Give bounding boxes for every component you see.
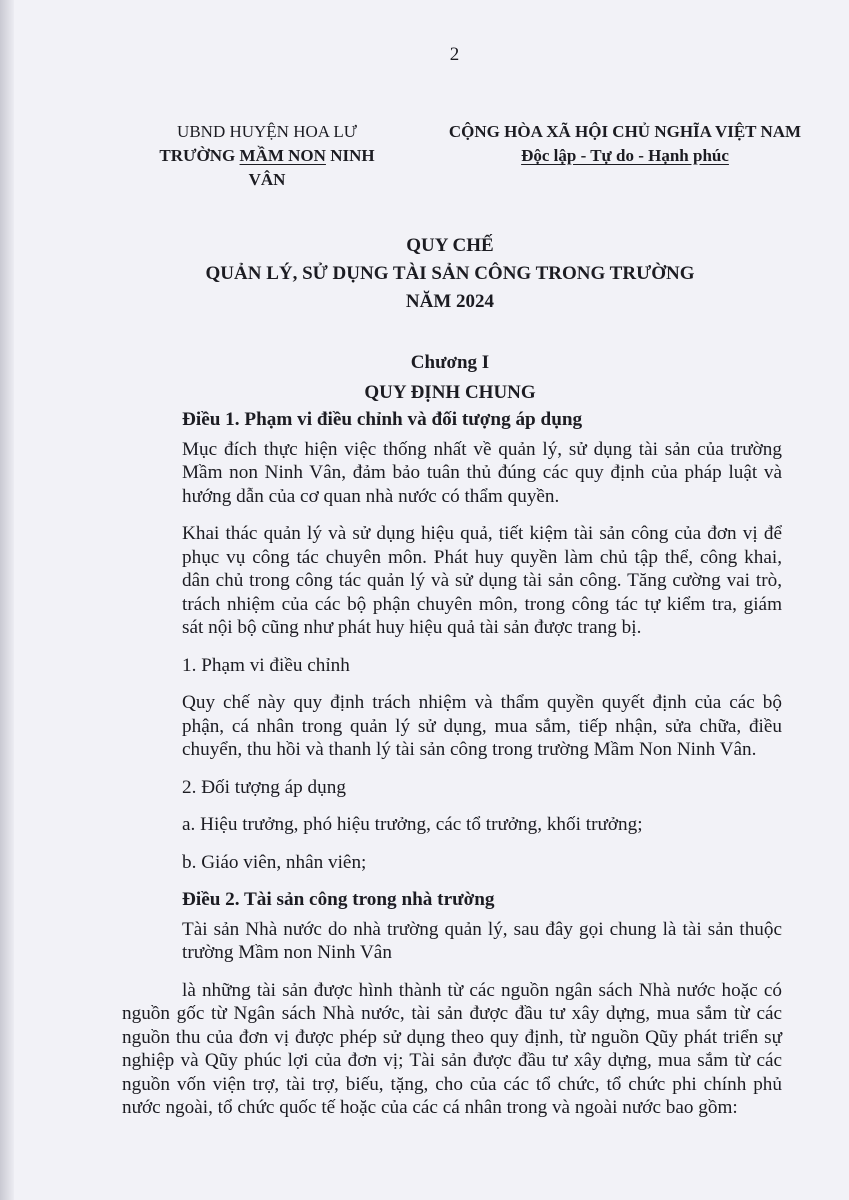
school-name bbox=[142, 144, 392, 192]
document-title bbox=[170, 232, 730, 316]
issuing-authority bbox=[142, 120, 392, 192]
page-edge-shadow bbox=[0, 0, 14, 1200]
article-1-para-2: Khai thác quản lý và sử dụng hiệu quả, tiết kiệm tài sản công của đơn vị để phục vụ công tác chuyên môn. Phát huy quyền làm chủ tập thể, công khai, dân chủ trong công tác quản lý và sử dụng tài sản công. Tăng cường vai trò, trách nhiệm của các bộ phận chuyên môn, trong công tác tự kiểm tra, giám sát nội bộ cũng như phát huy hiệu quả tài sản được trang bị. bbox=[182, 523, 782, 638]
national-motto: Độc lập - Tự do - Hạnh phúc bbox=[521, 146, 729, 165]
school-name-prefix: TRƯỜNG bbox=[159, 146, 240, 165]
country-name: CỘNG HÒA XÃ HỘI CHỦ NGHĨA VIỆT NAM bbox=[448, 122, 802, 141]
article-1-sub-1-title: 1. Phạm vi điều chỉnh bbox=[182, 654, 350, 676]
article-1-sub-2-b: b. Giáo viên, nhân viên; bbox=[182, 851, 367, 873]
title-line-1: QUY CHẾ bbox=[406, 235, 494, 256]
chapter-number: Chương I bbox=[410, 352, 490, 373]
national-heading bbox=[440, 120, 810, 168]
article-1-sub-1-text: Quy chế này quy định trách nhiệm và thẩm quyền quyết định của các bộ phận, cá nhân trong quản lý sử dụng, mua sắm, tiếp nhận, sửa chữa, điều chuyển, thu hồi và thanh lý tài sản công trong trường Mầm Non Ninh Vân. bbox=[182, 692, 782, 760]
chapter-name: QUY ĐỊNH CHUNG bbox=[364, 382, 536, 403]
title-line-2: QUẢN LÝ, SỬ DỤNG TÀI SẢN CÔNG TRONG TRƯỜNG bbox=[205, 263, 695, 284]
document-body bbox=[122, 408, 782, 1134]
article-1-sub-2-a: a. Hiệu trưởng, phó hiệu trưởng, các tổ trưởng, khối trưởng; bbox=[182, 814, 643, 835]
article-1-heading: Điều 1. Phạm vi điều chỉnh và đối tượng áp dụng bbox=[182, 409, 583, 430]
title-line-3: NĂM 2024 bbox=[405, 291, 495, 312]
article-2-para-2: là những tài sản được hình thành từ các nguồn ngân sách Nhà nước hoặc có nguồn gốc từ Ngân sách Nhà nước, tài sản được đầu tư xây dựng, mua sắm từ các nguồn thu của đơn vị được phép sử dụng theo quy định, từ nguồn Qũy phát triển sự nghiệp và Qũy phúc lợi của đơn vị; Tài sản được đầu tư xây dựng, mua sắm từ các nguồn vốn viện trợ, tài trợ, biếu, tặng, cho của các tổ chức, tổ chức phi chính phủ nước ngoài, tổ chức quốc tế hoặc của các cá nhân trong và ngoài nước bao gồm: bbox=[122, 979, 782, 1118]
article-2-para-1: Tài sản Nhà nước do nhà trường quản lý, sau đây gọi chung là tài sản thuộc trường Mầm non Ninh Vân bbox=[182, 918, 782, 963]
school-name-underlined: MẦM NON bbox=[239, 146, 326, 165]
chapter-heading bbox=[170, 348, 730, 408]
article-1-para-1: Mục đích thực hiện việc thống nhất về quản lý, sử dụng tài sản của trường Mầm non Ninh Vân, đảm bảo tuân thủ đúng các quy định của pháp luật và hướng dẫn của cơ quan nhà nước có thẩm quyền. bbox=[182, 438, 782, 507]
article-2-heading: Điều 2. Tài sản công trong nhà trường bbox=[182, 889, 495, 910]
page-number: 2 bbox=[449, 44, 460, 65]
article-1-sub-2-title: 2. Đối tượng áp dụng bbox=[182, 776, 346, 798]
district-name: UBND HUYỆN HOA LƯ bbox=[177, 122, 357, 141]
school-name-suffix: NINH VÂN bbox=[248, 146, 375, 189]
